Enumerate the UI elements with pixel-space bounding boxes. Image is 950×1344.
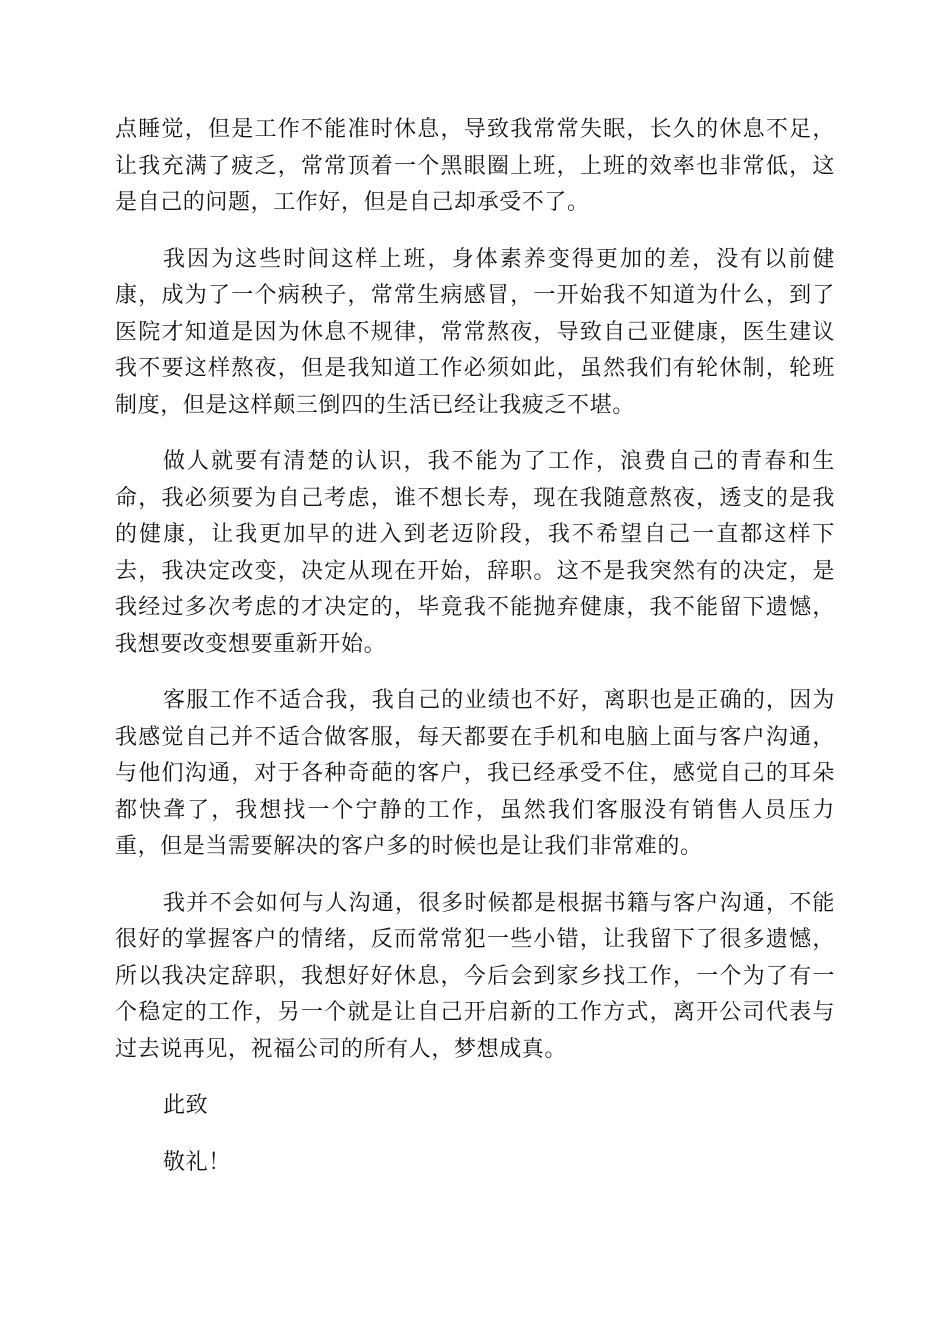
paragraph-continued: 点睡觉，但是工作不能准时休息，导致我常常失眠，长久的休息不足，让我充满了疲乏，常常顶着一个黑眼圈上班，上班的效率也非常低，这是自己的问题，工作好，但是自己却承受不了。	[115, 117, 835, 215]
letter-body	[115, 112, 835, 1201]
paragraph-health: 我因为这些时间这样上班，身体素养变得更加的差，没有以前健康，成为了一个病秧子，常常生病感冒，一开始我不知道为什么，到了医院才知道是因为休息不规律，常常熬夜，导致自己亚健康，医生建议我不要这样熬夜，但是我知道工作必须如此，虽然我们有轮休制，轮班制度，但是这样颠三倒四的生活已经让我疲乏不堪。	[115, 246, 835, 418]
paragraph-customer-service: 客服工作不适合我，我自己的业绩也不好，离职也是正确的，因为我感觉自己并不适合做客服，每天都要在手机和电脑上面与客户沟通，与他们沟通，对于各种奇葩的客户，我已经承受不住，感觉自己的耳朵都快聋了，我想找一个宁静的工作，虽然我们客服没有销售人员压力重，但是当需要解决的客户多的时候也是让我们非常难的。	[115, 688, 835, 859]
paragraph-decision: 做人就要有清楚的认识，我不能为了工作，浪费自己的青春和生命，我必须要为自己考虑，谁不想长寿，现在我随意熬夜，透支的是我的健康，让我更加早的进入到老迈阶段，我不希望自己一直都这样下去，我决定改变，决定从现在开始，辞职。这不是我突然有的决定，是我经过多次考虑的才决定的，毕竟我不能抛弃健康，我不能留下遗憾，我想要改变想要重新开始。	[115, 449, 835, 657]
paragraph-farewell: 我并不会如何与人沟通，很多时候都是根据书籍与客户沟通，不能很好的掌握客户的情绪，反而常常犯一些小错，让我留下了很多遗憾，所以我决定辞职，我想好好休息，今后会到家乡找工作，一个为了有一个稳定的工作，另一个就是让自己开启新的工作方式，离开公司代表与过去说再见，祝福公司的所有人，梦想成真。	[115, 890, 835, 1062]
closing-salutation: 此致	[163, 1093, 209, 1118]
closing-regards: 敬礼！	[163, 1149, 231, 1175]
